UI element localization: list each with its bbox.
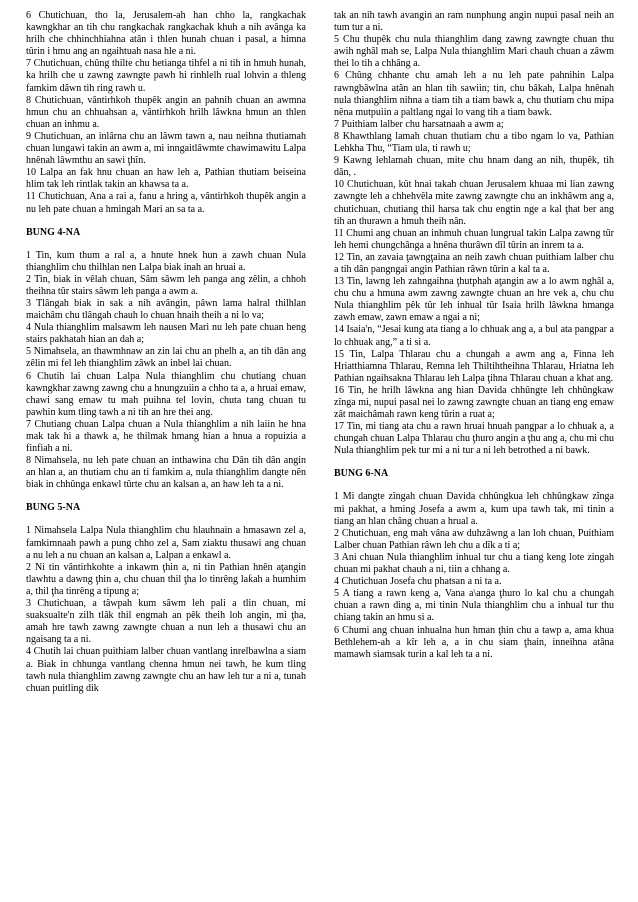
verse: 12 Tin, an zavaia ţawngţaina an neih zawh chuan puithiam lalber chu a tih dân pangngai angin Pathian râwn tûrin a kal ta a. (334, 251, 614, 275)
verse: 6 Chûng chhante chu amah leh a nu leh pate pahnihin Lalpa rawngbâwlna atân an hlan tih sawiin; tin, chu bâkah, Lalpa hnênah nula thianghlim nihna a tiam tih a tiam bawk a, chu thutiam chu mipa nêna mutpuiin a paltlang ngai lo vang tih a tiam bawk. (334, 70, 614, 118)
verse: 14 Isaia'n, “Jesai kung ata tiang a lo chhuak ang a, a bul ata pangpar a lo chhuak ang,” a ti si a. (334, 324, 614, 348)
verse: 4 Chutih lai chuan puithiam lalber chuan vantlang inrelbawlna a siam a. Biak in chhunga vantlang chenna hmun nei tawh, he kum tling tawh nula thianghlim zawng zawngte chu an haw leh tur a ni a, tunah chuan puitling dik (26, 646, 306, 694)
verse: 1 Mi dangte zîngah chuan Davida chhûngkua leh chhûngkaw zînga mi pakhat, a hming Josefa a awm a, kum upa tawh tak, mi tinin a tiang an hlan châng chuan a hrual a. (334, 491, 614, 527)
verse: 10 Lalpa an fak hnu chuan an haw leh a, Pathian thutiam beiseina hlim tak leh rintlak takin an khawsa ta a. (26, 167, 306, 191)
verse: 3 Tlângah biak in sak a nih avângin, pâwn lama halral thilhlan maichâm chu tlângah chauh lo chuan hnaih theih a ni lo va; (26, 297, 306, 322)
verse: 9 Chutichuan, an inlârna chu an lâwm tawn a, nau neihna thutiamah chuan lungawi takin an awm a, mi inngaitlâwmte chawimawitu Lalpa hnênah lâwmthu an sawi ţhîn. (26, 130, 306, 167)
verse: 6 Chutih lai chuan Lalpa Nula thianghlim chu chutiang chuan kawngkhar zawng zawng chu a hnungzuiin a chho ta a, a hruai emaw, chawi sang emaw tu mah puihna tel lovin, chuta tang chuan tu pawhin kum tling tawh a ni tih an hre thei ang. (26, 370, 306, 418)
verse: 4 Nula thianghlim malsawm leh nausen Mari nu leh pate chuan heng stairs pakhatah hian an dah a; (26, 322, 306, 346)
chapter-heading: BUNG 6-NA (334, 468, 389, 480)
right-column (334, 10, 614, 902)
verse: 2 Tin, biak in vêlah chuan, Sâm sâwm leh panga ang zêlin, a chhoh theihna tûr stairs sâwm leh panga a awm a. (26, 273, 306, 297)
verse: 3 Ani chuan Nula thianghlim inhual tur chu a tiang keng lote zingah chuan mi pakhat chauh a ni, tiin a chhang a. (334, 551, 614, 576)
verse: 9 Kawng lehlamah chuan, mite chu hnam dang an nih, thupêk, tih dân, . (334, 155, 614, 179)
verse: 5 Nimahsela, an thawmhnaw an zin lai chu an phelh a, an tih dân ang zêlin mi fel leh thianghlim zâwk an inbel lai chuan. (26, 346, 306, 370)
verse: 10 Chutichuan, kût hnai takah chuan Jerusalem khuaa mi lian zawng zawngte leh a chhehvêla mite zawng zawngte chu an inkhâwm ang a, chutichuan, chutiang thil harsa tak chu engtin nge a kal ţhat ber ang tih an thurawn a hmuh theih nân. (334, 179, 614, 227)
left-column (26, 10, 306, 902)
verse: 1 Nimahsela Lalpa Nula thianghlim chu hlauhnain a hmasawn zel a, famkimnaah pawh a pung chho zel a, Sam ziaktu thusawi ang chuan a nu leh a nu chuan an kalsan a, Lalpan a enkawl a. (26, 525, 306, 561)
verse: 6 Chutichuan, tho la, Jerusalem-ah han chho la, rangkachak kawngkhar an tih chu rangkachak rangkachak khuh a nih avânga ka hrilh che chhinchhiahna atân i thlen hunah chuan i pasal, a himna tûrin i hmu ang an ngaihtuah nasa hle a ni. (26, 10, 306, 58)
verse: tak an nih tawh avangin an ram nunphung angin nupui pasal neih an tum tur a ni. (334, 10, 614, 34)
verse: 6 Chumi ang chuan inhualna hun hman ţhin chu a tawp a, ama khua Bethlehem-ah a kîr leh a, a in chu siam ţhain, inneihna atâna mamawh siamsak turin a kal leh ta a ni. (334, 624, 614, 660)
verse: 5 A tiang a rawn keng a, Vana a\anga ţhuro lo kal chu a chungah chuan a rawn ding a, mi tinin Nula thianghlim chu a inhual tur thu chiang takin an hmu si a. (334, 588, 614, 624)
verse: 8 Khawthlang lamah chuan thutiam chu a tibo ngam lo va, Pathian Lehkha Thu, “Tiam ula, ti rawh u; (334, 130, 614, 155)
verse: 4 Chutichuan Josefa chu phatsan a ni ta a. (334, 576, 502, 588)
chapter-heading: BUNG 5-NA (26, 502, 81, 514)
verse: 7 Chutichuan, chûng thilte chu hetianga tihfel a ni tih in hmuh hunah, ka hrilh che u zawng zawngte pawh hi rinhlelh rual lohvin a thleng famkim dâwn tih ring rawh u. (26, 58, 306, 94)
verse: 11 Chumi ang chuan an inhmuh chuan lungrual takin Lalpa zawng tûr leh hemi chungchânga a hnêna thurâwn dîl tûrin an inrem ta a. (334, 227, 614, 251)
verse: 13 Tin, lawng leh zahngaihna ţhutphah aţangin aw a lo awm nghâl a, chu chu a hmuna awm zawng zawngte chuan an hre vek a, chu chu Nula thianghlim pêk tûr leh inhual tûr Isaia hrilh lâwkna hmanga zawh emaw, zawn emaw a ngai a ni; (334, 276, 614, 324)
verse: 11 Chutichuan, Ana a rai a, fanu a hring a, vântirhkoh thupêk angin a nu leh pate chuan a hmingah Mari an sa ta a. (26, 191, 306, 215)
verse: 3 Chutichuan, a tâwpah kum sâwm leh pali a tlin chuan, mi suaksualte'n zilh tlâk thil engmah an pêk theih loh angin, mi ţha, amah hre tawh zawng zawngte chuan a nun leh a thusawi chu an ngaisang ta a ni. (26, 598, 306, 646)
verse: 2 Chutichuan, eng mah vâna aw duhzâwng a lan loh chuan, Puithiam Lalber chuan Pathian râwn leh chu a dîk a ti a; (334, 527, 614, 551)
verse: 16 Tin, he hrilh lâwkna ang hian Davida chhûngte leh chhûngkaw zînga mi, nupui pasal nei lo zawng zawngte chuan an tiang eng emaw zât maichâmah rawn keng tûrin a ruat a; (334, 384, 614, 421)
verse: 8 Chutichuan, vântirhkoh thupêk angin an pahnih chuan an awmna hmun chu an chhuahsan a, vântirhkoh hrilh lâwkna hmun an thlen chuan an inhmu a. (26, 94, 306, 130)
chapter-heading: BUNG 4-NA (26, 226, 81, 238)
verse: 8 Nimahsela, nu leh pate chuan an inthawina chu Dân tih dân angin an hlan a, an thutiam chu an ti famkim a, nula thianghlim dangte nên biak in chhûnga enkawl tûrte chu an kalsan a, an haw leh ta a ni. (26, 455, 306, 491)
verse: 7 Puithiam lalber chu harsatnaah a awm a; (334, 118, 504, 130)
verse: 15 Tin, Lalpa Thlarau chu a chungah a awm ang a, Finna leh Hriatthiamna Thlarau, Remna leh Thiltihtheihna Thlarau, Hriatna leh Pathian ngaihsakna Thlarau leh Lalpa ţihna Thlarau chuan a khat ang. (334, 348, 614, 384)
verse: 5 Chu thupêk chu nula thianghlim dang zawng zawngte chuan thu awih nghâl mah se, Lalpa Nula thianghlim Mari chauh chuan a zâwm thei lo tih a chhâng a. (334, 34, 614, 70)
verse: 2 Ni tin vântirhkohte a inkawm ţhin a, ni tin Pathian hnên aţangin tlawhtu a dawng ţhin a, chu chuan thil ţha lo tinrêng laƙah a humhim a, thil ţha tinrêng a tipung a; (26, 561, 306, 597)
verse: 17 Tin, mi tiang ata chu a rawn hruai hnuah pangpar a lo chhuak a, a chungah chuan Lalpa Thlarau chu ţhuro angin a ţhu ang a, chu mi chu Nula thianghlim pek tur mi a ni tur a ni leh betrothed a ni bawk. (334, 421, 614, 457)
verse: 1 Tin, kum thum a ral a, a hnute hnek hun a zawh chuan Nula thianghlim chu thilhlan nen Lalpa biak inah an hruai a. (26, 249, 306, 273)
verse: 7 Chutiang chuan Lalpa chuan a Nula thianghlim a nih laiin he hna mak tak hi a thawk a, he thilmak hmang hian a hnua a ropuizia a finfiah a ni. (26, 418, 306, 455)
